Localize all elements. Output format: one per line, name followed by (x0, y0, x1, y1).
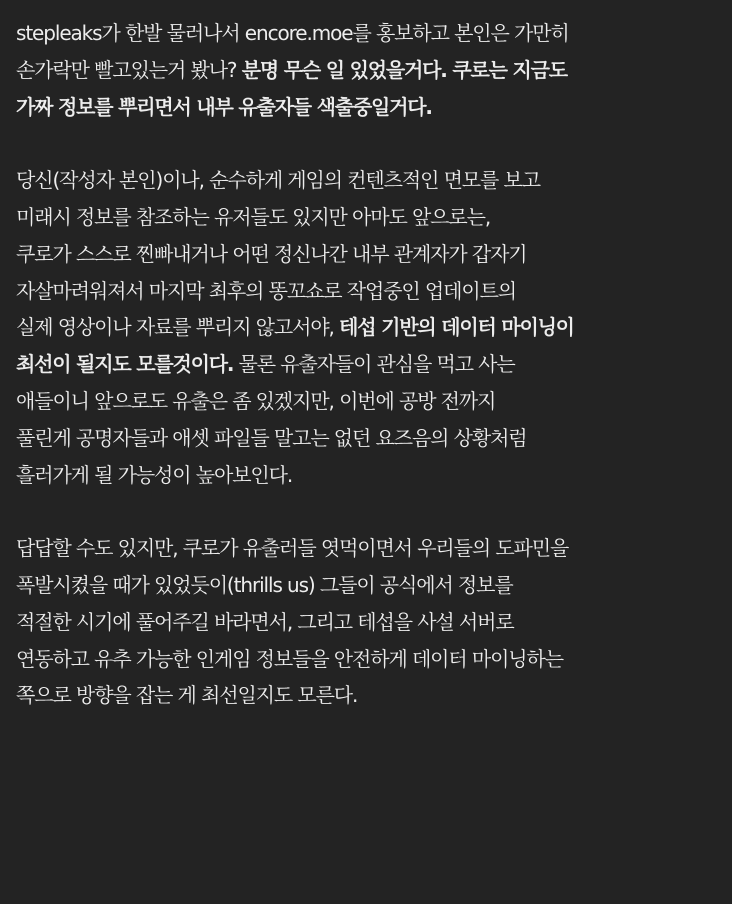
text-segment: 풀린게 공명자들과 애셋 파일들 말고는 없던 요즈음의 상황처럼 (16, 425, 527, 450)
text-line (16, 346, 726, 383)
text-line (16, 199, 726, 236)
text-line (16, 677, 726, 714)
text-segment: 자살마려워져서 마지막 최후의 똥꼬쇼로 작업중인 업데이트의 (16, 278, 517, 303)
text-segment: 흘러가게 될 가능성이 높아보인다. (16, 462, 293, 487)
bold-text-segment: 분명 무슨 일 있었을거다. 쿠로는 지금도 (241, 57, 567, 82)
text-segment: 쪽으로 방향을 잡는 게 최선일지도 모른다. (16, 683, 358, 708)
text-segment: 답답할 수도 있지만, 쿠로가 유출러들 엿먹이면서 우리들의 도파민을 (16, 536, 569, 561)
text-segment: 적절한 시기에 풀어주길 바라면서, 그리고 테섭을 사설 서버로 (16, 609, 514, 634)
text-line (16, 309, 726, 346)
paragraph-3 (16, 530, 726, 714)
text-segment: 당신(작성자 본인)이나, 순수하게 게임의 컨텐츠적인 면모를 보고 (16, 168, 540, 193)
text-segment: 쿠로가 스스로 찐빠내거나 어떤 정신나간 내부 관계자가 갑자기 (16, 241, 527, 266)
post-body (16, 15, 726, 714)
text-line (16, 457, 726, 494)
paragraph-spacer (16, 493, 726, 530)
text-segment: 물론 유출자들이 관심을 먹고 사는 (233, 352, 515, 377)
text-segment: 애들이니 앞으로도 유출은 좀 있겠지만, 이번에 공방 전까지 (16, 388, 496, 413)
text-line (16, 236, 726, 273)
paragraph-1 (16, 15, 726, 125)
text-line (16, 383, 726, 420)
bold-text-segment: 최선이 될지도 모를것이다. (16, 352, 234, 377)
text-line (16, 567, 726, 604)
text-line (16, 420, 726, 457)
text-segment: 미래시 정보를 참조하는 유저들도 있지만 아마도 앞으로는, (16, 204, 491, 229)
text-segment: stepleaks가 한발 물러나서 encore.moe를 홍보하고 본인은 가만히 (16, 21, 569, 45)
paragraph-2 (16, 162, 726, 493)
text-line (16, 15, 726, 52)
text-line (16, 641, 726, 678)
text-segment: 폭발시켰을 때가 있었듯이(thrills us) 그들이 공식에서 정보를 (16, 572, 513, 597)
paragraph-spacer (16, 125, 726, 162)
text-segment: 연동하고 유추 가능한 인게임 정보들을 안전하게 데이터 마이닝하는 (16, 646, 563, 671)
text-segment: 손가락만 빨고있는거 봤나? (16, 57, 242, 82)
text-line (16, 89, 726, 126)
text-line (16, 604, 726, 641)
text-segment: 실제 영상이나 자료를 뿌리지 않고서야, (16, 315, 340, 340)
text-line (16, 273, 726, 310)
bold-text-segment: 가짜 정보를 뿌리면서 내부 유출자들 색출중일거다. (16, 94, 432, 119)
text-line (16, 52, 726, 89)
bold-text-segment: 테섭 기반의 데이터 마이닝이 (339, 315, 574, 340)
text-line (16, 530, 726, 567)
text-line (16, 162, 726, 199)
